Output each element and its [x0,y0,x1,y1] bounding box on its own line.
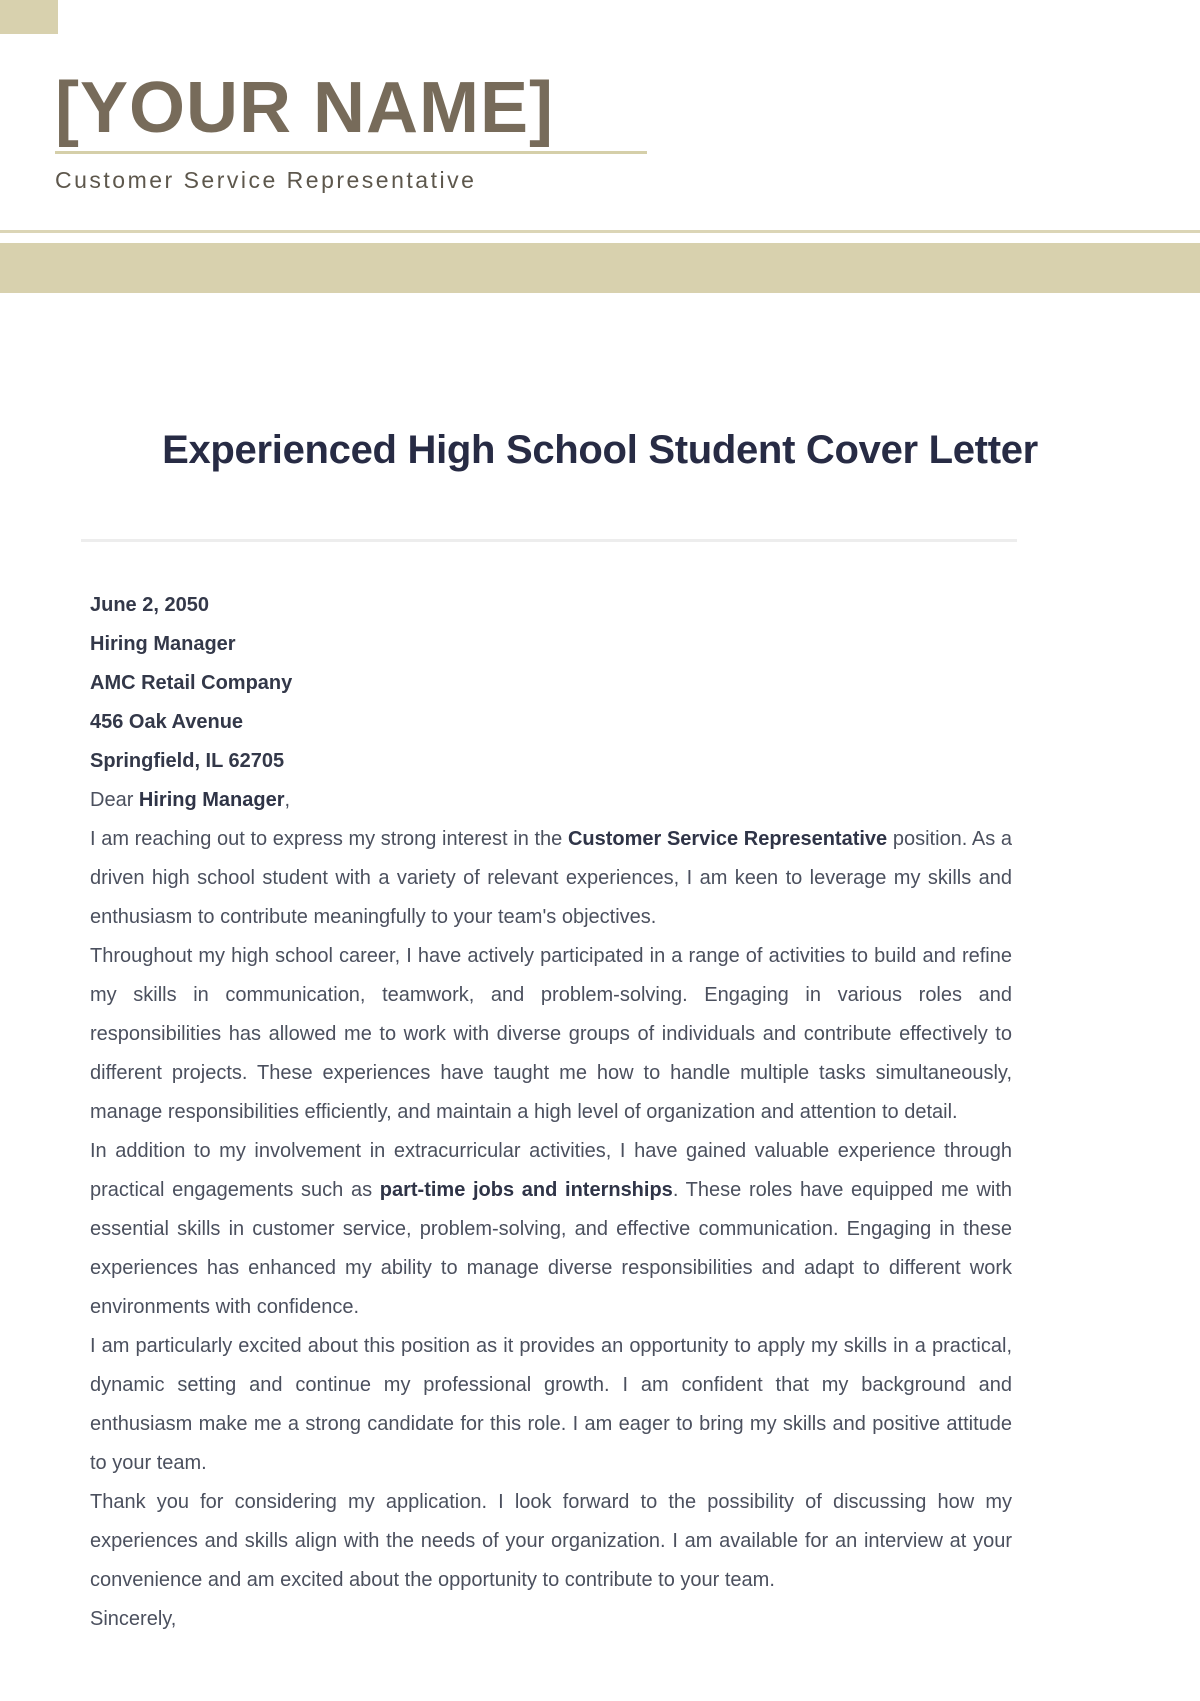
letter-paragraph: Throughout my high school career, I have actively participated in a range of activities to build and refine my skills in communication, teamwork, and problem-solving. Engaging in various roles and responsibilities has allowed me to work with diverse groups of individuals and contribute effectively to different projects. These experiences have taught me how to handle multiple tasks simultaneously, manage responsibilities efficiently, and maintain a high level of organization and attention to detail. [90,945,1012,1123]
salutation-name: Hiring Manager [138,789,285,811]
letter-body [90,586,1012,1639]
salutation-suffix: , [284,789,291,811]
corner-accent-square [0,0,58,34]
letter-paragraph: In addition to my involvement in extracurricular activities, I have gained valuable experience through practical engagements such as part-time jobs and internships. These roles have equipped me with essential skills in customer service, problem-solving, and effective communication. Engaging in these experiences has enhanced my ability to manage diverse responsibilities and adapt to different work environments with confidence. [90,1140,1013,1318]
accent-band [0,243,1200,293]
letter-paragraph: I am reaching out to express my strong interest in the Customer Service Representative position. As a driven high school student with a variety of relevant experiences, I am keen to leverage my skills and enthusiasm to contribute meaningfully to your team's objectives. [90,828,1012,928]
paragraphs [90,820,1012,1600]
recipient-line: 456 Oak Avenue [90,711,244,733]
recipient-line: Springfield, IL 62705 [90,750,285,772]
recipient-line: Hiring Manager [90,633,236,655]
letterhead [55,68,647,194]
title-divider [81,539,1017,542]
letter-paragraph: I am particularly excited about this position as it provides an opportunity to apply my skills in a practical, dynamic setting and continue my professional growth. I am confident that my background and enthusiasm make me a strong candidate for this role. I am eager to bring my skills and positive attitude to your team. [90,1335,1012,1474]
letterhead-name: [YOUR NAME] [55,68,554,148]
letter-date: June 2, 2050 [90,594,209,616]
letter-paragraph: Thank you for considering my application. I look forward to the possibility of discussing how my experiences and skills align with the needs of your organization. I am available for an interview at your convenience and am excited about the opportunity to contribute to your team. [90,1491,1012,1591]
accent-band-line [0,230,1200,233]
closing: Sincerely, [90,1608,177,1630]
letterhead-role: Customer Service Representative [55,167,477,193]
letterhead-underline [55,151,647,154]
salutation [90,781,1012,820]
salutation-prefix: Dear [90,789,139,811]
recipient-line: AMC Retail Company [90,672,293,694]
document-title: Experienced High School Student Cover Letter [162,428,1038,472]
